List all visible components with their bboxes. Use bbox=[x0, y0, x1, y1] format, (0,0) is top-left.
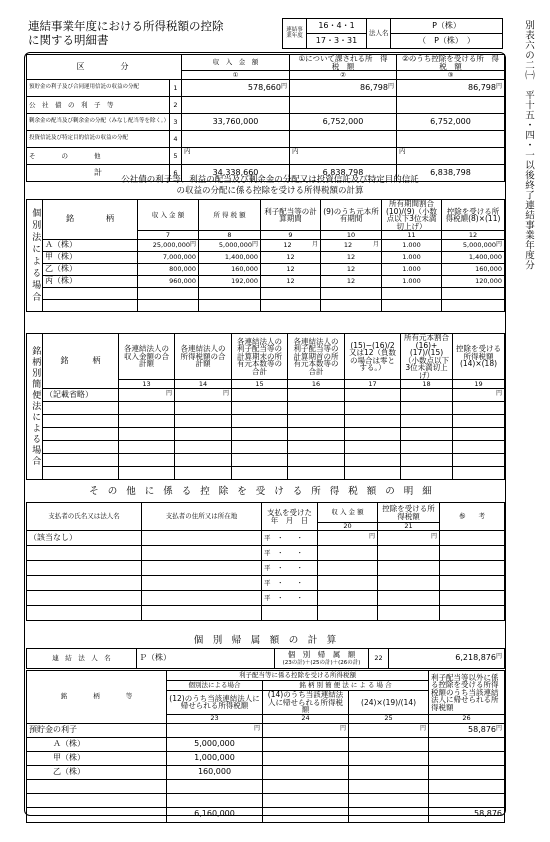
table-row-empty bbox=[27, 288, 505, 300]
header-address: 支払者の住所又は所在地 bbox=[142, 503, 262, 531]
sum-23: 6,160,000 bbox=[167, 807, 263, 822]
table-row-total bbox=[27, 606, 505, 621]
table-row: 乙（株） 160,000 bbox=[27, 765, 505, 779]
table-row: そ の 他 5 内 内 内 bbox=[27, 148, 505, 165]
header-credit: ②のうち控除を受ける所 得 税 額 bbox=[397, 55, 505, 71]
corp-name: P（株） bbox=[391, 19, 503, 34]
period-to: 17・3・31 bbox=[307, 34, 367, 49]
period-from: 16・4・1 bbox=[307, 19, 367, 34]
table-row: （記載省略） $^円$ $^円$ $^円$ bbox=[27, 389, 505, 402]
side-label: 別表六の二㈠ 平十五・四・一以後終了連結事業年度分 bbox=[523, 20, 534, 270]
header-date: 支払を受けた年 月 日 bbox=[262, 503, 318, 531]
header-taxed: ①について課される所 得 税 額 bbox=[290, 55, 397, 71]
header-brand: 銘 柄 bbox=[43, 200, 138, 240]
period-label: 連結事業年度 bbox=[283, 19, 307, 49]
sum-26: 58,876 bbox=[429, 807, 505, 822]
parent-label: 連 結 法 人 名 bbox=[27, 649, 137, 669]
table-row: 公 社 債 の 利 子 等 2 bbox=[27, 97, 505, 114]
header-payer: 支払者の氏名又は法人名 bbox=[27, 503, 142, 531]
header-26: 利子配当等以外に係る控除を受ける所得税額のうち当該連結法人に帰せられる所得税額 bbox=[429, 671, 505, 715]
other-none: （該当なし） bbox=[27, 531, 142, 546]
section-title-other: その他に係る控除を受ける所得税額の明細 bbox=[89, 486, 441, 497]
header-brand-etc: 銘 柄 等 bbox=[27, 671, 167, 724]
table-row-total bbox=[27, 807, 505, 822]
parent-name: Ｐ（株） bbox=[137, 649, 275, 669]
attr-formula: (23の計)＋(25の計)＋(26の計) bbox=[282, 660, 361, 666]
form-title: 連結事業年度における所得税額の控除 に関する明細書 bbox=[28, 19, 224, 47]
attr-total: 6,218,876 bbox=[455, 653, 496, 663]
table-row: 甲（株） 7,000,000 1,400,000 12 12 1.000 1,400,000 bbox=[27, 252, 505, 264]
section-title-attribution: 個 別 帰 属 額 の 計 算 bbox=[193, 635, 337, 646]
section-title-calc: 公社債の利子等、利益の配当及び剰余金の分配又は投資信託及び特定目的信託の収益の分配に係る控除を受ける所得税額の計算 bbox=[121, 175, 419, 196]
brand-method-table: 銘柄別簡便法による場合 銘 柄 各連結法人の収入金額の合計額 各連結法人の所得税額の合計額 各連結法人の利子配当等の計算期末の所有元本数等の合計 各連結法人の利子配当等の計算期首の所有元本数等の合計 (15)−(16)/2又は12（負数の場合は零とする。） 所有元本割合(16)+(17)/(15)（小数点以下3位未満切上げ） 控除を受ける所得税額(14)×(18) 13 14 15 16 17 18 19 （記載省略） $^円$ $^円$ $^円$ bbox=[26, 333, 505, 480]
table-row: 丙（株） 960,000 192,000 12 12 1.000 120,000 bbox=[27, 276, 505, 288]
indiv-side-label: 個別法による場合 bbox=[30, 207, 41, 304]
brand-omitted: （記載省略） bbox=[43, 389, 119, 402]
table-row: （該当なし） 平 ・ ・ $^円$ $^円$ bbox=[27, 531, 505, 546]
corp-name-parent: （ P（株） ） bbox=[391, 34, 503, 49]
header-group: 利子配当等に係る控除を受ける所得税額 bbox=[167, 671, 429, 681]
header-brand2: 銘 柄 bbox=[43, 334, 119, 389]
table-row: 甲（株） 1,000,000 bbox=[27, 751, 505, 765]
brand-side-label: 銘柄別簡便法による場合 bbox=[30, 346, 41, 467]
header-kubun: 区 分 bbox=[27, 55, 182, 80]
attr-label: 個 別 帰 属 額 bbox=[287, 649, 356, 659]
table-row: 乙（株） 800,000 160,000 12 12 1.000 160,000 bbox=[27, 264, 505, 276]
table-row: Ａ（株） 5,000,000 bbox=[27, 737, 505, 751]
table-row: 投資信託及び特定目的信託の収益の分配 4 bbox=[27, 131, 505, 148]
table-row-total: 計 6 34,338,660 6,838,798 6,838,798 bbox=[27, 165, 505, 182]
table-row-empty bbox=[27, 300, 505, 312]
individual-method-table: 個別法による場合 銘 柄 収 入 金 額 所 得 税 額 利子配当等の計算期間 (9)のうち元本所有期間 所有期間割合(10)/(9)（小数点以下3位未満切上げ） 控除を受ける所得税額(8)×(11) 7 8 9 10 11 12 Ａ（株） 25,000,000円 5,000,000円 12 月 12 月 1.000 5,000,000円 甲（株） 7,000,000 1,400,000 12 12 1.000 1,400,000 乙（株） 800,000 160,000 12 12 1.000 160,000 丙（株） 960,000 192,000 12 12 1.000 120,000 bbox=[26, 199, 505, 312]
table-row: Ａ（株） 25,000,000円 5,000,000円 12 月 12 月 1.000 5,000,000円 bbox=[27, 240, 505, 252]
header-income: 収 入 金 額 bbox=[182, 55, 290, 71]
table-row: 預貯金の利子及び合同運用信託の収益の分配 1 $578,660^円$ $86,798^円$ $86,798^円$ bbox=[27, 80, 505, 97]
other-table: 支払者の氏名又は法人名 支払者の住所又は所在地 支払を受けた年 月 日 収 入 金 額 控除を受ける所得税額 参 考 20 21 （該当なし） 平 ・ ・ $^円$ $^円$ 平 ・ ・ 平 ・ ・ 平 ・ ・ 平 ・ ・ bbox=[26, 502, 505, 621]
income-summary-table: 区 分 収 入 金 額 ①について課される所 得 税 額 ②のうち控除を受ける所 得 税 額 ① ② ③ 預貯金の利子及び合同運用信託の収益の分配 1 $578,660^円$ $86,798^円$ $86,798^円$ 公 社 債 の 利 子 等 2 剰余金の配当及び剰余金の分配（みなし配当等を除く。） 3 33,760,000 6,752,000 6,752,000 投資信託及び特定目的信託の収益の分配 4 そ の 他 5 内 内 内 計 6 34,338,660 6,838,798 6,838,798 bbox=[26, 54, 505, 182]
attribution-header: 連 結 法 人 名 Ｐ（株） 個 別 帰 属 額 (23の計)＋(25の計)＋(26の計) 22 $6,218,876^円$ bbox=[26, 648, 505, 669]
header-income-other: 収 入 金 額 bbox=[318, 503, 378, 523]
table-row: 剰余金の配当及び剰余金の分配（みなし配当等を除く。） 3 33,760,000 6,752,000 6,752,000 bbox=[27, 114, 505, 131]
table-row: 預貯金の利子 $^円$ $^円$ $^円$ $58,876^円$ bbox=[27, 723, 505, 737]
header-credit-other: 控除を受ける所得税額 bbox=[378, 503, 440, 523]
header-note: 参 考 bbox=[440, 503, 505, 531]
attribution-table: 銘 柄 等 利子配当等に係る控除を受ける所得税額 利子配当等以外に係る控除を受ける所得税額のうち当該連結法人に帰せられる所得税額 個別法による場合 銘 柄 別 簡 便 法 に よ る 場 合 (12)のうち当該連結法人に帰せられる所得税額 (14)のうち当該連結法人に帰せられる所得税額 (24)×(19)/(14) 23 24 25 26 預貯金の利子 $^円$ $^円$ $^円$ $58,876^円$ Ａ（株） 5,000,000 甲（株） 1,000,000 乙（株） 160,000 6,160,000 58,876 bbox=[26, 670, 505, 823]
corp-label: 法人名 bbox=[367, 19, 391, 49]
period-box bbox=[282, 18, 503, 49]
